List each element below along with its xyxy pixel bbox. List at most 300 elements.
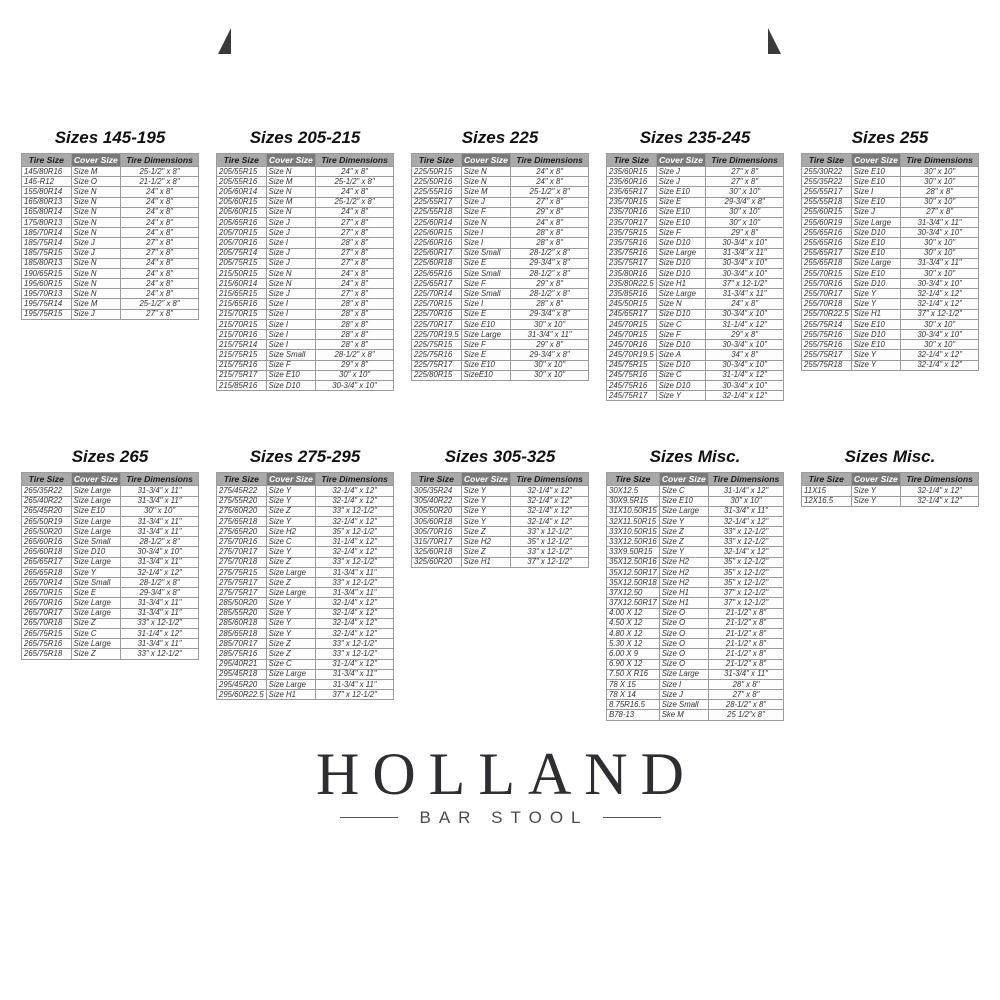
col-header-tire-size: Tire Size [22,473,72,486]
cover-size-cell: Size H1 [659,598,708,608]
tire-dimensions-cell: 32-1/4" x 12" [511,506,589,516]
table-row [607,319,784,329]
tire-dimensions-cell: 30" x 10" [121,506,199,516]
tire-size-cell: 215/60R14 [217,279,267,289]
table-row [607,639,784,649]
cover-size-cell: Size Z [266,557,316,567]
table-title: Sizes 205-215 [249,128,361,147]
tire-size-cell: 225/70R17 [412,319,462,329]
tire-dimensions-cell: 32-1/4" x 12" [901,350,979,360]
tire-dimensions-cell: 31-1/4" x 12" [121,628,199,638]
cover-size-cell: Size Y [461,506,511,516]
tire-dimensions-cell: 32-1/4" x 12" [511,486,589,496]
table-row [802,289,979,299]
tire-dimensions-cell: 27" x 8" [121,309,199,319]
tire-dimensions-cell: 24" x 8" [121,258,199,268]
tire-size-cell: 305/50R20 [412,506,462,516]
tire-dimensions-cell: 25-1/2" x 8" [511,187,589,197]
tire-size-cell: 11X15 [802,486,852,496]
tire-size-cell: 255/65R18 [802,258,852,268]
cover-size-cell: Size Z [71,618,121,628]
brand-logo [21,740,979,828]
cover-size-cell: Size Z [266,649,316,659]
tire-dimensions-cell: 31-3/4" x 11" [121,486,199,496]
tire-dimensions-cell: 37" x 12-1/2" [511,557,589,567]
tire-size-cell: 255/65R16 [802,238,852,248]
cover-size-cell: Size C [266,659,316,669]
table-row [217,350,394,360]
cover-size-cell: Size E10 [461,319,511,329]
cover-size-cell: Size Large [656,289,706,299]
tire-size-cell: 245/75R16 [607,370,657,380]
table-row [412,268,589,278]
cover-size-cell: Size D10 [656,258,706,268]
tire-dimensions-cell: 21-1/2" x 8" [708,618,783,628]
table-row [217,608,394,618]
table-row [607,340,784,350]
tire-size-cell: 255/60R19 [802,217,852,227]
tire-dimensions-cell: 31-3/4" x 11" [708,669,783,679]
col-header-tire-size: Tire Size [607,154,657,167]
size-table [801,447,979,506]
tire-size-cell: 190/65R15 [22,268,72,278]
tire-size-cell: 275/70R16 [217,537,267,547]
table-row [22,187,199,197]
table-row [412,547,589,557]
tire-size-cell: 285/75R16 [217,649,267,659]
table-row [22,228,199,238]
cover-size-cell: Size Y [461,496,511,506]
cover-size-cell: Size O [659,639,708,649]
cover-size-cell: Size Y [266,516,316,526]
tire-dimensions-cell: 31-3/4" x 11" [706,289,784,299]
tire-size-cell: 265/65R18 [22,567,72,577]
table-row [22,207,199,217]
header-row [802,154,979,167]
table-title: Sizes 265 [71,447,149,467]
tire-dimensions-cell: 30-3/4" x 10" [901,228,979,238]
cover-size-cell: Size Large [71,557,121,567]
tire-size-cell: 225/75R16 [412,350,462,360]
table-row [607,628,784,638]
cover-size-cell: Size I [461,299,511,309]
tire-dimensions-cell: 31-1/4" x 12" [706,319,784,329]
col-header-tire-dimensions: Tire Dimensions [121,473,199,486]
tire-size-cell: 245/65R17 [607,309,657,319]
tire-size-cell: 325/60R18 [412,547,462,557]
tire-dimensions-cell: 29-3/4" x 8" [511,350,589,360]
table-row [607,598,784,608]
tire-dimensions-cell: 30" x 10" [708,496,783,506]
cover-size-cell: Size N [71,258,121,268]
tire-dimensions-cell: 37" x 12-1/2" [708,588,783,598]
table-row [217,578,394,588]
cover-size-cell: Size I [266,299,316,309]
tire-dimensions-cell: 27" x 8" [708,690,783,700]
tire-size-cell: 225/75R15 [412,340,462,350]
size-table [21,128,199,320]
table-row [802,207,979,217]
tire-size-cell: 235/75R16 [607,238,657,248]
table-row [802,197,979,207]
cover-size-cell: Size Large [266,669,316,679]
size-chart-table [411,472,589,568]
size-table [411,128,589,381]
tire-dimensions-cell: 35" x 12-1/2" [316,527,394,537]
cover-size-cell: Size M [461,187,511,197]
tire-dimensions-cell: 30" x 10" [901,268,979,278]
brand-subtitle-text: BAR STOOL [419,807,589,827]
table-row [22,628,199,638]
tire-size-cell: 255/75R16 [802,330,852,340]
table-row [607,370,784,380]
tire-dimensions-cell: 34" x 8" [706,350,784,360]
table-row [412,258,589,268]
tire-size-cell: 245/70R15 [607,330,657,340]
tire-dimensions-cell: 33" x 12-1/2" [708,537,783,547]
tire-size-cell: 305/60R18 [412,516,462,526]
table-row [217,279,394,289]
cover-size-cell: Size I [266,330,316,340]
cover-size-cell: Size Z [266,639,316,649]
table-row [412,309,589,319]
header-row [802,473,979,486]
col-header-cover-size: Cover Size [71,473,121,486]
table-row [217,360,394,370]
cover-size-cell: Size Y [266,628,316,638]
cover-size-cell: Size J [266,248,316,258]
tire-dimensions-cell: 27" x 8" [121,238,199,248]
tire-size-cell: 165/80R13 [22,197,72,207]
tire-dimensions-cell: 25 1/2"x 8" [708,710,783,720]
table-row [607,167,784,177]
table-row [217,639,394,649]
cover-size-cell: Size H2 [659,578,708,588]
tire-dimensions-cell: 32-1/4" x 12" [316,628,394,638]
tire-dimensions-cell: 32-1/4" x 12" [706,391,784,401]
table-row [217,486,394,496]
tire-size-cell: B78-13 [607,710,660,720]
table-row [217,268,394,278]
tire-size-cell: 235/65R17 [607,187,657,197]
cover-size-cell: Size Large [659,669,708,679]
table-row [217,380,394,390]
tire-dimensions-cell: 24" x 8" [316,207,394,217]
table-row [217,669,394,679]
tire-size-cell: 255/35R22 [802,177,852,187]
tire-size-cell: 305/35R24 [412,486,462,496]
tire-dimensions-cell: 28" x 8" [316,340,394,350]
tire-size-cell: 245/70R15 [607,319,657,329]
tire-dimensions-cell: 27" x 8" [121,248,199,258]
tire-size-cell: 265/35R22 [22,486,72,496]
tire-dimensions-cell: 31-1/4" x 12" [706,370,784,380]
tire-dimensions-cell: 21-1/2" x 8" [708,628,783,638]
cover-size-cell: Size Large [71,516,121,526]
cover-size-cell: Size Y [266,618,316,628]
tire-dimensions-cell: 32-1/4" x 12" [708,516,783,526]
cover-size-cell: Size I [461,238,511,248]
cover-size-cell: Size E10 [266,370,316,380]
table-title: Sizes Misc. [649,447,741,467]
cover-size-cell: Size N [71,268,121,278]
table-row [217,659,394,669]
cover-size-cell: Size I [461,228,511,238]
cover-size-cell: Size J [266,217,316,227]
cover-size-cell: Size Z [266,506,316,516]
table-row [412,207,589,217]
table-row [607,506,784,516]
cover-size-cell: Size H1 [656,279,706,289]
tire-dimensions-cell: 32-1/4" x 12" [708,547,783,557]
tire-dimensions-cell: 28-1/2" x 8" [511,289,589,299]
cover-size-cell: Size J [461,197,511,207]
table-row [22,649,199,659]
tire-size-cell: 235/80R22.5 [607,279,657,289]
tire-size-cell: 215/75R14 [217,340,267,350]
tire-size-cell: 265/75R16 [22,639,72,649]
tire-size-cell: 275/60R20 [217,506,267,516]
tire-size-cell: 205/75R14 [217,248,267,258]
tire-size-cell: 145-R12 [22,177,72,187]
tire-dimensions-cell: 32-1/4" x 12" [316,618,394,628]
col-header-tire-dimensions: Tire Dimensions [901,473,979,486]
tire-size-cell: 285/65R18 [217,628,267,638]
col-header-cover-size: Cover Size [71,154,121,167]
tire-dimensions-cell: 28" x 8" [511,228,589,238]
table-row [412,299,589,309]
tire-dimensions-cell: 31-1/4" x 12" [316,537,394,547]
header-row [217,473,394,486]
tire-dimensions-cell: 25-1/2" x 8" [316,177,394,187]
tire-dimensions-cell: 28" x 8" [511,299,589,309]
cover-size-cell: Size C [266,537,316,547]
tire-dimensions-cell: 35" x 12-1/2" [708,557,783,567]
cover-size-cell: Size Large [266,567,316,577]
tire-size-cell: 4.00 X 12 [607,608,660,618]
cover-size-cell: Size E10 [851,319,901,329]
cover-size-cell: Size C [656,319,706,329]
tire-dimensions-cell: 28" x 8" [316,309,394,319]
cover-size-cell: Size Y [266,608,316,618]
tire-dimensions-cell: 37" x 12-1/2" [901,309,979,319]
table-row [607,496,784,506]
cover-size-cell: Size O [71,177,121,187]
cover-size-cell: Size Large [71,639,121,649]
size-chart-table [801,472,979,506]
tire-size-cell: 225/55R17 [412,197,462,207]
tire-size-cell: 185/70R14 [22,228,72,238]
table-title: Sizes Misc. [844,447,936,467]
cover-size-cell: Size D10 [266,380,316,390]
col-header-tire-size: Tire Size [217,154,267,167]
cover-size-cell: Size Large [851,258,901,268]
cover-size-cell: Size Y [266,598,316,608]
tire-size-cell: 265/45R20 [22,506,72,516]
table-row [802,486,979,496]
cover-size-cell: Size F [461,279,511,289]
cover-size-cell: Size M [71,299,121,309]
col-header-tire-size: Tire Size [412,473,462,486]
cover-size-cell: Size Large [71,496,121,506]
cover-size-cell: Size Y [656,391,706,401]
tire-dimensions-cell: 31-3/4" x 11" [316,669,394,679]
table-row [802,217,979,227]
tire-size-cell: 275/65R18 [217,516,267,526]
tire-size-cell: 265/60R16 [22,537,72,547]
table-row [217,527,394,537]
table-row [412,238,589,248]
table-row [607,567,784,577]
cover-size-cell: Size N [656,299,706,309]
tire-dimensions-cell: 32-1/4" x 12" [901,299,979,309]
tire-dimensions-cell: 31-3/4" x 11" [121,496,199,506]
table-row [22,547,199,557]
tire-dimensions-cell: 31-3/4" x 11" [121,557,199,567]
cover-size-cell: Size C [656,370,706,380]
table-row [217,248,394,258]
table-row [217,299,394,309]
table-row [217,258,394,268]
cover-size-cell: Size N [461,167,511,177]
table-row [217,238,394,248]
table-row [217,330,394,340]
table-row [217,340,394,350]
table-row [412,319,589,329]
tire-size-cell: 225/60R18 [412,258,462,268]
cover-size-cell: Size Small [461,268,511,278]
tire-dimensions-cell: 30-3/4" x 10" [706,258,784,268]
cover-size-cell: Size N [266,167,316,177]
tire-size-cell: 185/75R14 [22,238,72,248]
table-row [22,506,199,516]
cover-size-cell: Size Large [659,506,708,516]
cover-size-cell: Size N [71,228,121,238]
tire-size-cell: 30X9.5R15 [607,496,660,506]
tire-dimensions-cell: 30" x 10" [901,167,979,177]
size-table [216,447,394,700]
table-row [412,217,589,227]
tire-size-cell: 4.80 X 12 [607,628,660,638]
table-row [607,380,784,390]
tire-size-cell: 195/70R13 [22,289,72,299]
tire-dimensions-cell: 28-1/2" x 8" [511,248,589,258]
logo-rule-left [340,817,398,819]
tire-size-cell: 255/75R17 [802,350,852,360]
tire-dimensions-cell: 21-1/2" x 8" [708,639,783,649]
header-row [607,473,784,486]
tire-size-cell: 255/75R18 [802,360,852,370]
tire-size-cell: 235/70R15 [607,197,657,207]
tire-size-cell: 265/65R17 [22,557,72,567]
cover-size-cell: Size E [71,588,121,598]
table-row [607,710,784,720]
cover-size-cell: Size J [71,309,121,319]
table-row [217,537,394,547]
cover-size-cell: Size C [71,628,121,638]
tire-dimensions-cell: 30" x 10" [901,319,979,329]
table-row [607,679,784,689]
tire-size-cell: 205/70R15 [217,228,267,238]
table-row [607,228,784,238]
tire-dimensions-cell: 25-1/2" x 8" [121,299,199,309]
table-row [412,248,589,258]
tire-dimensions-cell: 37" x 12-1/2" [708,598,783,608]
cover-size-cell: Size N [461,217,511,227]
table-title: Sizes 235-245 [639,128,751,147]
table-row [607,669,784,679]
tire-size-cell: 33X9.50R15 [607,547,660,557]
tire-size-cell: 35X12.50R18 [607,578,660,588]
table-row [217,207,394,217]
tire-dimensions-cell: 31-3/4" x 11" [121,639,199,649]
brand-name: HOLLAND [316,740,697,807]
cover-size-cell: Size O [659,618,708,628]
cover-size-cell: Size J [266,289,316,299]
tire-dimensions-cell: 29" x 8" [706,330,784,340]
tire-size-cell: 265/40R22 [22,496,72,506]
table-row [22,639,199,649]
table-row [802,268,979,278]
table-row [22,299,199,309]
table-row [607,547,784,557]
tire-dimensions-cell: 33" x 12-1/2" [511,527,589,537]
cover-size-cell: Size J [71,248,121,258]
cover-size-cell: Size N [266,279,316,289]
size-table [21,447,199,659]
tire-size-cell: 305/40R22 [412,496,462,506]
tire-size-cell: 215/85R16 [217,380,267,390]
table-row [607,516,784,526]
table-row [412,496,589,506]
cover-size-cell: Size Y [71,567,121,577]
col-header-tire-size: Tire Size [412,154,462,167]
table-row [412,527,589,537]
cover-size-cell: Size H2 [266,527,316,537]
tire-dimensions-cell: 29" x 8" [511,279,589,289]
table-row [217,177,394,187]
tire-dimensions-cell: 31-3/4" x 11" [706,248,784,258]
tire-size-cell: 225/70R14 [412,289,462,299]
col-header-cover-size: Cover Size [851,154,901,167]
tire-dimensions-cell: 24" x 8" [706,299,784,309]
tables-row-bottom [21,447,979,720]
tire-size-cell: 245/75R15 [607,360,657,370]
tire-dimensions-cell: 30" x 10" [706,207,784,217]
table-row [802,228,979,238]
table-row [22,598,199,608]
table-row [802,279,979,289]
table-row [22,608,199,618]
table-row [22,197,199,207]
tire-size-cell: 265/60R18 [22,547,72,557]
tire-dimensions-cell: 30" x 10" [511,319,589,329]
tire-size-cell: 235/85R16 [607,289,657,299]
header-row [412,154,589,167]
table-row [217,167,394,177]
tire-size-cell: 145/80R16 [22,167,72,177]
table-row [217,506,394,516]
tire-size-cell: 275/75R15 [217,567,267,577]
tire-dimensions-cell: 29" x 8" [316,360,394,370]
tire-dimensions-cell: 32-1/4" x 12" [121,567,199,577]
tire-dimensions-cell: 30" x 10" [901,248,979,258]
tire-dimensions-cell: 25-1/2" x 8" [121,167,199,177]
tire-size-cell: 205/60R15 [217,197,267,207]
table-row [607,659,784,669]
tire-dimensions-cell: 30" x 10" [901,197,979,207]
cover-size-cell: Size E [656,197,706,207]
